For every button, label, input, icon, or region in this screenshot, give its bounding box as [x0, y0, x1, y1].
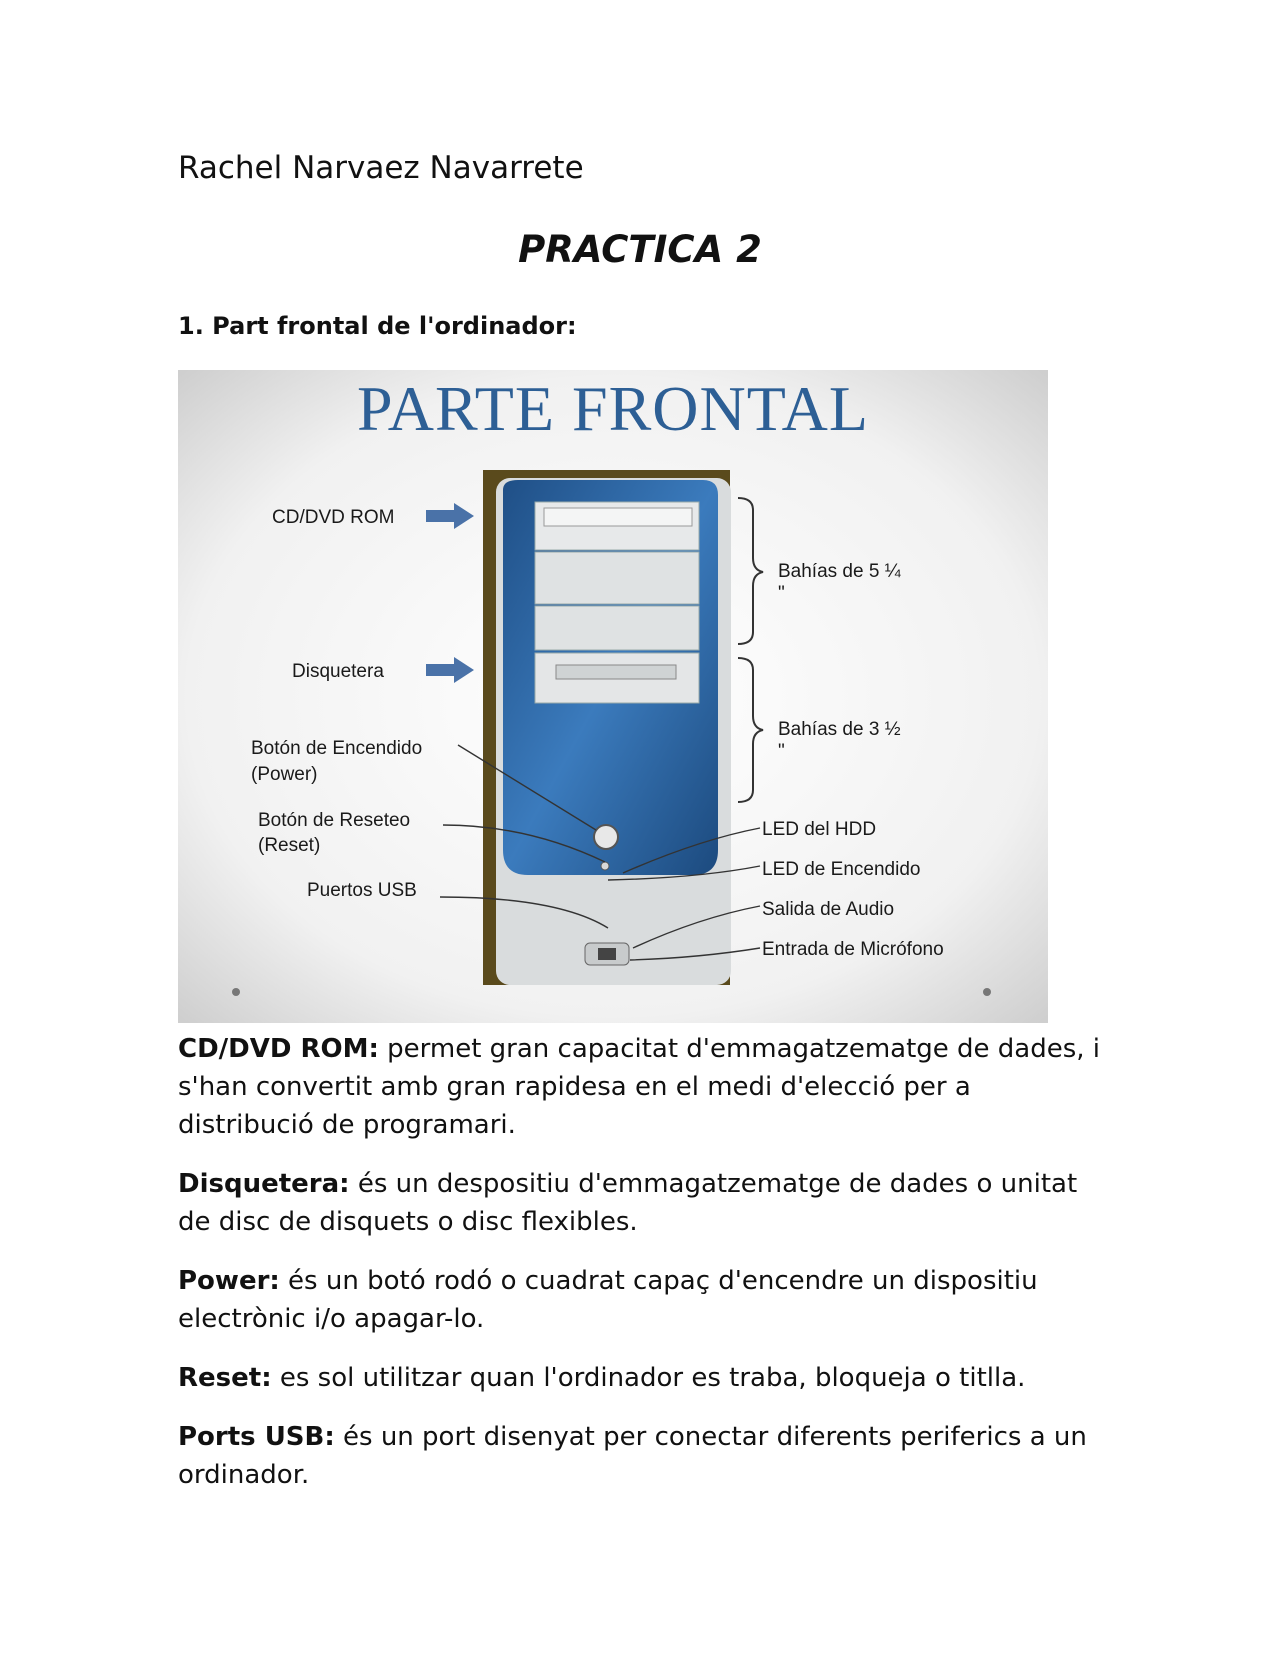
text-cd-dvd-rom: permet gran capacitat d'emmagatzematge de dades, i s'han convertit amb gran rapidesa en el medi d'elecció per a distribució de programari. [178, 1034, 1101, 1140]
label-reset-line2: (Reset) [258, 835, 321, 856]
label-mic-in: Entrada de Micrófono [762, 939, 944, 960]
text-ports-usb: és un port disenyat per conectar diferents periferics a un ordinador. [178, 1422, 1087, 1490]
label-audio-out: Salida de Audio [762, 899, 895, 920]
label-bays-525: Bahías de 5 ¼ [778, 561, 901, 582]
label-usb: Puertos USB [307, 880, 417, 901]
label-bays-525-mark: " [778, 583, 785, 604]
computer-case-photo [483, 470, 731, 985]
label-reset-line1: Botón de Reseteo [258, 810, 411, 831]
description-reset [178, 1359, 1108, 1397]
label-power-line2: (Power) [251, 764, 318, 785]
power-button-shape [594, 825, 618, 849]
author-name: Rachel Narvaez Navarrete [178, 150, 584, 186]
section-heading: 1. Part frontal de l'ordinador: [178, 312, 577, 340]
term-ports-usb: Ports USB: [178, 1422, 335, 1452]
label-led-hdd: LED del HDD [762, 819, 877, 840]
label-bays-35: Bahías de 3 ½ [778, 719, 901, 740]
document-title: PRACTICA 2 [518, 228, 762, 271]
text-disquetera: és un despositiu d'emmagatzematge de dades o unitat de disc de disquets o disc flexibles. [178, 1169, 1078, 1237]
figure-title: PARTE FRONTAL [357, 373, 869, 444]
term-reset: Reset: [178, 1363, 272, 1393]
label-power-line1: Botón de Encendido [251, 738, 423, 759]
front-panel-figure [178, 370, 1048, 1023]
term-cd-dvd-rom: CD/DVD ROM: [178, 1034, 379, 1064]
label-disquetera: Disquetera [292, 661, 384, 682]
front-panel-diagram [178, 370, 1048, 1023]
text-reset: es sol utilitzar quan l'ordinador es traba, bloqueja o titlla. [271, 1363, 1026, 1393]
term-disquetera: Disquetera: [178, 1169, 350, 1199]
term-power: Power: [178, 1266, 280, 1296]
label-bays-35-mark: " [778, 741, 785, 762]
text-power: és un botó rodó o cuadrat capaç d'encendre un dispositiu electrònic i/o apagar-lo. [178, 1266, 1038, 1334]
description-disquetera [178, 1165, 1108, 1241]
label-led-power: LED de Encendido [762, 859, 921, 880]
description-ports-usb [178, 1418, 1108, 1494]
description-power [178, 1262, 1108, 1338]
label-cd-dvd-rom: CD/DVD ROM [272, 507, 395, 528]
description-cd-dvd-rom [178, 1030, 1108, 1144]
